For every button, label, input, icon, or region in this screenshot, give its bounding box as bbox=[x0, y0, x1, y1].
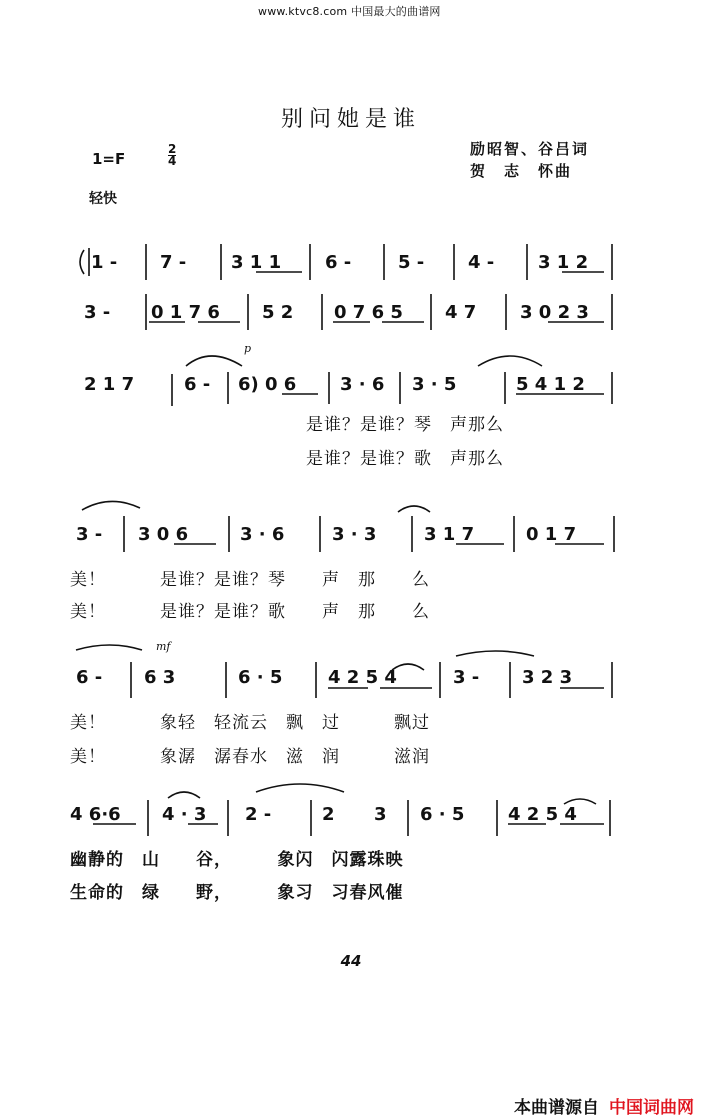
system-2 bbox=[84, 294, 612, 330]
svg-text:3 0 6: 3 0 6 bbox=[138, 524, 189, 545]
svg-text:0 7 6 5: 0 7 6 5 bbox=[334, 302, 403, 323]
lyric-line-3b: 是谁？是谁？歌 声那么 bbox=[306, 449, 504, 469]
lyric-line-5a: 美！ 象轻 轻流云 飘 过 飘过 bbox=[70, 713, 430, 733]
lyricist-credit: 励昭智、谷吕词 bbox=[470, 140, 590, 158]
svg-text:0 1 7: 0 1 7 bbox=[526, 524, 577, 545]
svg-text:5 4 1 2: 5 4 1 2 bbox=[516, 374, 585, 395]
system-5 bbox=[76, 640, 612, 698]
svg-text:4 -: 4 - bbox=[468, 252, 495, 273]
svg-text:6 -: 6 - bbox=[325, 252, 352, 273]
time-bottom: 4 bbox=[168, 154, 177, 168]
svg-text:2 -: 2 - bbox=[245, 804, 272, 825]
time-top: 2 bbox=[168, 142, 177, 156]
svg-text:0 1 7 6: 0 1 7 6 bbox=[151, 302, 220, 323]
composer-credit: 贺 志 怀曲 bbox=[470, 162, 573, 180]
svg-text:3 · 6: 3 · 6 bbox=[240, 524, 285, 545]
system-3 bbox=[84, 342, 612, 406]
source-url: www.ktvc8.com 中国最大的曲谱网 bbox=[258, 5, 441, 18]
svg-text:3 · 5: 3 · 5 bbox=[412, 374, 457, 395]
key-signature: 1=F bbox=[92, 150, 126, 168]
svg-text:mf: mf bbox=[156, 640, 171, 653]
svg-text:5 -: 5 - bbox=[398, 252, 425, 273]
footer-source: 本曲谱源自 bbox=[514, 1098, 599, 1118]
lyric-line-4a: 美！ 是谁？是谁？琴 声 那 么 bbox=[70, 570, 430, 590]
svg-text:4 6·6: 4 6·6 bbox=[70, 804, 121, 825]
lyric-line-4b: 美！ 是谁？是谁？歌 声 那 么 bbox=[70, 602, 430, 622]
system-4 bbox=[76, 501, 614, 552]
svg-text:3 0 2 3: 3 0 2 3 bbox=[520, 302, 589, 323]
svg-text:4 2 5 4: 4 2 5 4 bbox=[328, 667, 397, 688]
lyric-line-6b: 生命的 绿 野， 象习 习春风催 bbox=[70, 883, 404, 903]
svg-text:p: p bbox=[244, 342, 252, 355]
svg-text:5 2: 5 2 bbox=[262, 302, 294, 323]
tempo-marking: 轻快 bbox=[89, 191, 117, 207]
svg-text:3 2 3: 3 2 3 bbox=[522, 667, 573, 688]
page-number: 44 bbox=[340, 952, 362, 970]
svg-text:3 1 7: 3 1 7 bbox=[424, 524, 475, 545]
svg-text:3 · 3: 3 · 3 bbox=[332, 524, 377, 545]
svg-text:3 · 6: 3 · 6 bbox=[340, 374, 385, 395]
svg-text:3: 3 bbox=[374, 804, 387, 825]
svg-text:6 3: 6 3 bbox=[144, 667, 176, 688]
bracket bbox=[80, 250, 84, 274]
svg-text:6 -: 6 - bbox=[184, 374, 211, 395]
svg-text:1 -: 1 - bbox=[91, 252, 118, 273]
svg-text:3 -: 3 - bbox=[76, 524, 103, 545]
svg-text:3 -: 3 - bbox=[84, 302, 111, 323]
svg-text:3 1 2: 3 1 2 bbox=[538, 252, 589, 273]
lyric-line-5b: 美！ 象潺 潺春水 滋 润 滋润 bbox=[70, 747, 430, 767]
svg-text:2: 2 bbox=[322, 804, 335, 825]
svg-text:2 1 7: 2 1 7 bbox=[84, 374, 135, 395]
lyric-line-6a: 幽静的 山 谷， 象闪 闪露珠映 bbox=[70, 850, 404, 870]
footer-site-link[interactable]: 中国词曲网 bbox=[609, 1098, 694, 1118]
svg-text:6 -: 6 - bbox=[76, 667, 103, 688]
svg-text:7 -: 7 - bbox=[160, 252, 187, 273]
lyric-line-3a: 是谁？是谁？琴 声那么 bbox=[306, 415, 504, 435]
svg-text:4 · 3: 4 · 3 bbox=[162, 804, 207, 825]
svg-text:6) 0 6: 6) 0 6 bbox=[238, 374, 297, 395]
svg-text:6 · 5: 6 · 5 bbox=[420, 804, 465, 825]
system-6 bbox=[70, 784, 610, 836]
system-1 bbox=[80, 244, 612, 280]
svg-text:3 -: 3 - bbox=[453, 667, 480, 688]
svg-text:6 · 5: 6 · 5 bbox=[238, 667, 283, 688]
footer bbox=[514, 1093, 694, 1118]
svg-text:3 1 1: 3 1 1 bbox=[231, 252, 282, 273]
song-title: 别问她是谁 bbox=[280, 107, 421, 132]
svg-text:4 7: 4 7 bbox=[445, 302, 477, 323]
svg-text:4 2 5 4: 4 2 5 4 bbox=[508, 804, 577, 825]
